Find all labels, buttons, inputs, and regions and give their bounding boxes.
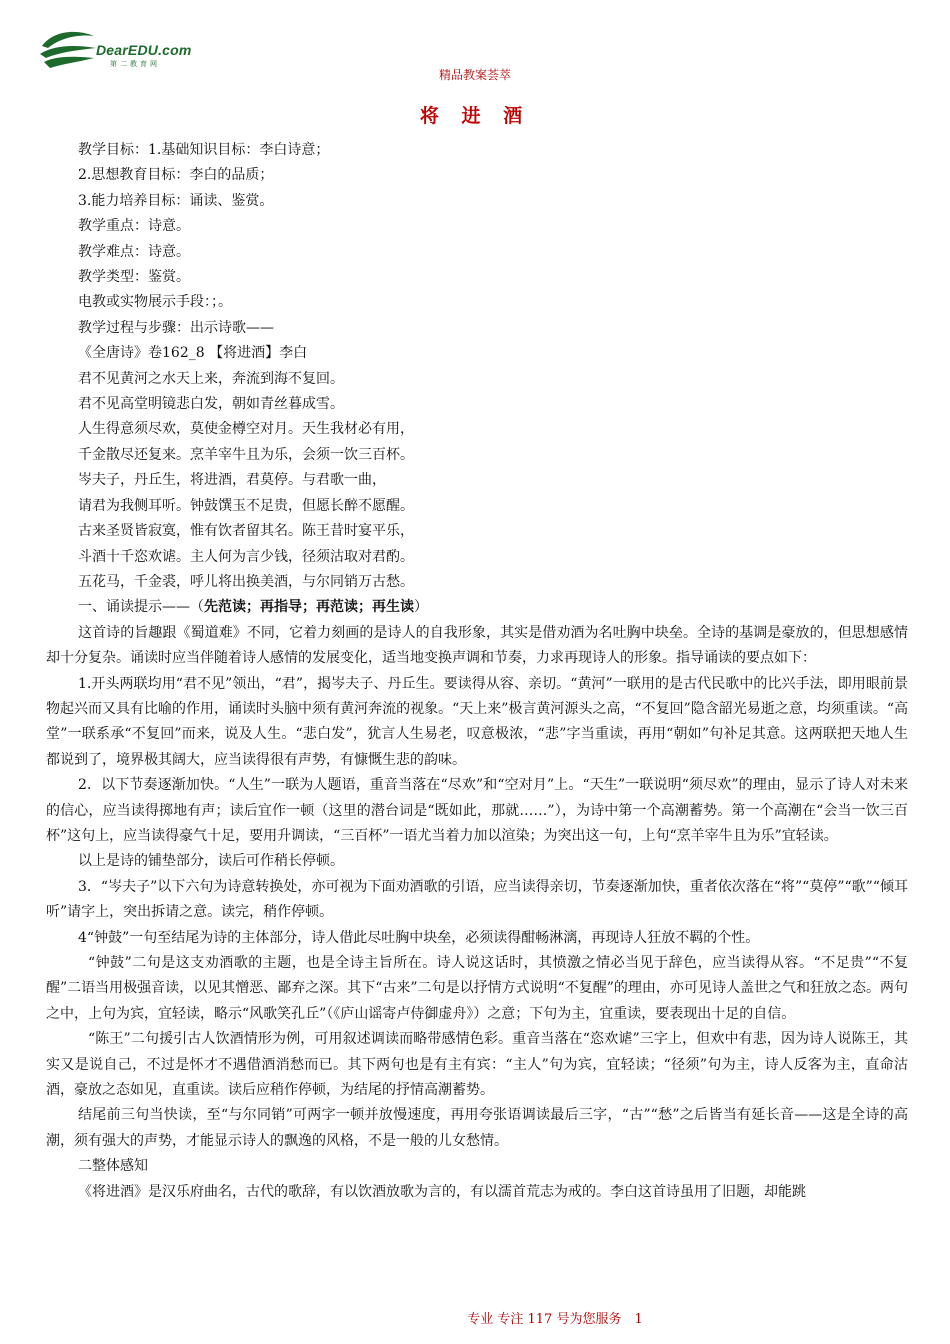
teaching-focus: 教学重点：诗意。 <box>78 218 190 235</box>
poem-line: 五花马，千金裘，呼儿将出换美酒，与尔同销万古愁。 <box>78 573 414 590</box>
objective-line-1: 教学目标：1.基础知识目标：李白诗意； <box>78 142 330 158</box>
paragraph: 2．以下节奏逐渐加快。“人生”一联为人题语，重音当落在“尽欢”和“空对月”上。“天生”一联说明“须尽欢”的理由，显示了诗人对未来的信心，应当读得掷地有声；读后宜作一顿（这里的潜台词是“既如此，那就……”），为诗中第一个高潮蓄势。第一个高潮在“会当一饮三百杯”这句上，应当读得豪气十足，要用升调读，“三百杯”一语尤当着力加以渲染；为突出这一句，上句“烹羊宰牛且为乐”宜轻读。 <box>46 777 908 844</box>
section-heading-bold: 先范读；再指导；再范读；再生读 <box>204 599 414 616</box>
paragraph: “陈王”二句援引古人饮酒情形为例，可用叙述调读而略带感情色彩。重音当落在“恣欢谑”三字上，但欢中有悲，因为诗人说陈王，其实又是说自己，不过是怀才不遇借酒消愁而已。其下两句也是有主有宾：“主人”句为宾，宜轻读；“径须”句为主，诗人反客为主，直命沽酒，豪放之态如见，直重读。读后应稍作停顿，为结尾的抒情高潮蓄势。 <box>46 1031 908 1099</box>
objective-line-2: 2.思想教育目标：李白的品质； <box>78 167 274 184</box>
paragraph: 4“钟鼓”一句至结尾为诗的主体部分，诗人借此尽吐胸中块垒，必须读得酣畅淋漓，再现诗人狂放不羁的个性。 <box>78 929 760 946</box>
section-heading-1 <box>46 595 908 620</box>
paragraph: 《将进酒》是汉乐府曲名，古代的歌辞，有以饮酒放歌为言的，有以濡首荒志为戒的。李白这首诗虽用了旧题，却能跳 <box>78 1183 806 1200</box>
poem-line: 岑夫子，丹丘生，将进酒，君莫停。与君歌一曲， <box>78 472 386 489</box>
paragraph: 这首诗的旨趣跟《蜀道难》不同，它着力刻画的是诗人的自我形象，其实是借劝酒为名吐胸中块垒。全诗的基调是豪放的，但思想感情却十分复杂。诵读时应当伴随着诗人感情的发展变化，适当地变换声调和节奏，力求再现诗人的形象。指导诵读的要点如下： <box>46 624 908 667</box>
poem-source: 《全唐诗》卷162_8 【将进酒】李白 <box>78 345 308 362</box>
teaching-difficulty: 教学难点：诗意。 <box>78 243 190 260</box>
section-heading-2: 二整体感知 <box>78 1158 148 1175</box>
paragraph: 以上是诗的铺垫部分，读后可作稍长停顿。 <box>78 853 344 870</box>
section-heading-suffix: ） <box>414 599 428 616</box>
paragraph: “钟鼓”二句是这支劝酒歌的主题，也是全诗主旨所在。诗人说这话时，其愤激之情必当见于辞色，应当读得从容。“不足贵”“不复醒”二语当用极强音读，以见其憎恶、鄙弃之深。其下“古来”二句是以抒情方式说明“不复醒”的理由，亦可见诗人盖世之气和狂放之态。两句之中，上句为宾，宜轻读，略示“风歌笑孔丘”（《庐山谣寄卢侍御虚舟》）之意；下句为主，宜重读，要表现出十足的自信。 <box>46 955 908 1022</box>
logo-subtitle: 第二教育网 <box>110 60 160 68</box>
paragraph: 1.开头两联均用“君不见”领出，“君”，揭岑夫子、丹丘生。要读得从容、亲切。“黄河”一联用的是古代民歌中的比兴手法，即用眼前景物起兴而又具有比喻的作用，诵读时头脑中须有黄河奔流的视象。“天上来”极言黄河源头之高，“不复回”隐含韶光易逝之意，均须重读。“高堂”一联系承“不复回”而来，说及人生。“悲白发”，犹言人生易老，叹意极浓，“悲”字当重读，再用“朝如”句补足其意。这两联把天地人生都说到了，境界极其阔大，应当读得很有声势，有慷慨生悲的韵味。 <box>46 675 908 768</box>
teaching-type: 教学类型：鉴赏。 <box>78 269 190 286</box>
poem-line: 君不见黄河之水天上来，奔流到海不复回。 <box>78 370 344 387</box>
objective-line-3: 3.能力培养目标：诵读、鉴赏。 <box>78 192 274 209</box>
poem-line: 君不见高堂明镜悲白发，朝如青丝暮成雪。 <box>78 396 344 413</box>
logo-wordmark: DearEDU.com <box>96 42 192 58</box>
teaching-media: 电教或实物展示手段：；。 <box>78 294 232 311</box>
poem-line: 人生得意须尽欢，莫使金樽空对月。天生我材必有用， <box>78 421 414 438</box>
poem-line: 古来圣贤皆寂寞，惟有饮者留其名。陈王昔时宴平乐， <box>78 523 414 540</box>
teaching-process: 教学过程与步骤：出示诗歌—— <box>78 319 274 336</box>
section-heading-prefix: 一、诵读提示——（ <box>78 599 204 616</box>
poem-line: 斗酒十千恣欢谑。主人何为言少钱，径须沽取对君酌。 <box>78 548 414 565</box>
page-title: 将 进 酒 <box>419 105 531 127</box>
paragraph: 结尾前三句当快读，至“与尔同销”可两字一顿并放慢速度，再用夸张语调读最后三字，“古”“愁”之后皆当有延长音——这是全诗的高潮，须有强大的声势，才能显示诗人的飘逸的风格，不是一般的儿女愁情。 <box>46 1107 908 1149</box>
page-footer: 专业 专注 117 号为您服务 1 <box>467 1312 643 1327</box>
poem-line: 千金散尽还复来。烹羊宰牛且为乐，会须一饮三百杯。 <box>78 446 414 463</box>
document-body <box>46 138 908 1205</box>
paragraph: 3．“岑夫子”以下六句为诗意转换处，亦可视为下面劝酒歌的引语，应当读得亲切，节奏逐渐加快，重者依次落在“将”“莫停”“歌”“倾耳听”请字上，突出拆请之意。读完，稍作停顿。 <box>46 878 908 921</box>
poem-line: 请君为我侧耳听。钟鼓馔玉不足贵，但愿长醉不愿醒。 <box>78 497 414 514</box>
header-label: 精品教案荟萃 <box>438 68 511 82</box>
